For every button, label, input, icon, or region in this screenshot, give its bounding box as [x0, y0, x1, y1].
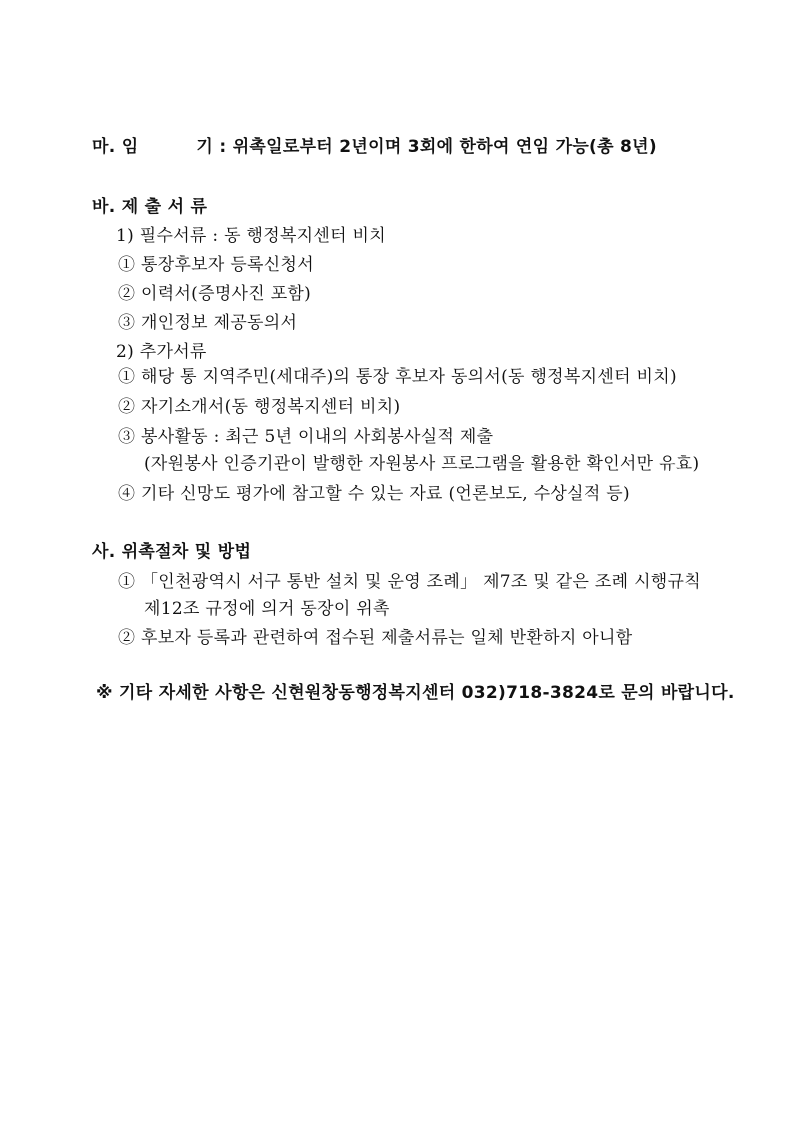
- procedure-item-continued: 제12조 규정에 의거 동장이 위촉: [144, 599, 390, 619]
- additional-doc-item: ① 해당 통 지역주민(세대주)의 통장 후보자 동의서(동 행정복지센터 비치): [118, 367, 677, 387]
- contact-notice: ※ 기타 자세한 사항은 신현원창동행정복지센터 032)718-3824로 문의 바랍니다.: [96, 683, 735, 703]
- submission-heading: 바. 제 출 서 류: [92, 197, 208, 217]
- term-label-2: 기: [196, 137, 214, 157]
- additional-doc-item: ④ 기타 신망도 평가에 참고할 수 있는 자료 (언론보도, 수상실적 등): [118, 484, 630, 504]
- term-line: [92, 136, 657, 158]
- procedure-heading: 사. 위촉절차 및 방법: [92, 542, 252, 562]
- required-doc-item: ① 통장후보자 등록신청서: [118, 255, 314, 275]
- additional-doc-item: ③ 봉사활동 : 최근 5년 이내의 사회봉사실적 제출: [118, 427, 494, 447]
- required-docs-title: 1) 필수서류 : 동 행정복지센터 비치: [116, 226, 386, 246]
- term-text: : 위촉일로부터 2년이며 3회에 한하여 연임 가능(총 8년): [219, 137, 657, 157]
- procedure-item: ① 「인천광역시 서구 통반 설치 및 운영 조례」 제7조 및 같은 조례 시행규칙: [118, 572, 701, 592]
- additional-docs-title: 2) 추가서류: [116, 342, 207, 362]
- additional-doc-note: (자원봉사 인증기관이 발행한 자원봉사 프로그램을 활용한 확인서만 유효): [144, 454, 700, 474]
- required-doc-item: ③ 개인정보 제공동의서: [118, 313, 298, 333]
- required-doc-item: ② 이력서(증명사진 포함): [118, 284, 312, 304]
- additional-doc-item: ② 자기소개서(동 행정복지센터 비치): [118, 397, 401, 417]
- procedure-item: ② 후보자 등록과 관련하여 접수된 제출서류는 일체 반환하지 아니함: [118, 628, 633, 648]
- term-label: 마. 임: [92, 137, 139, 157]
